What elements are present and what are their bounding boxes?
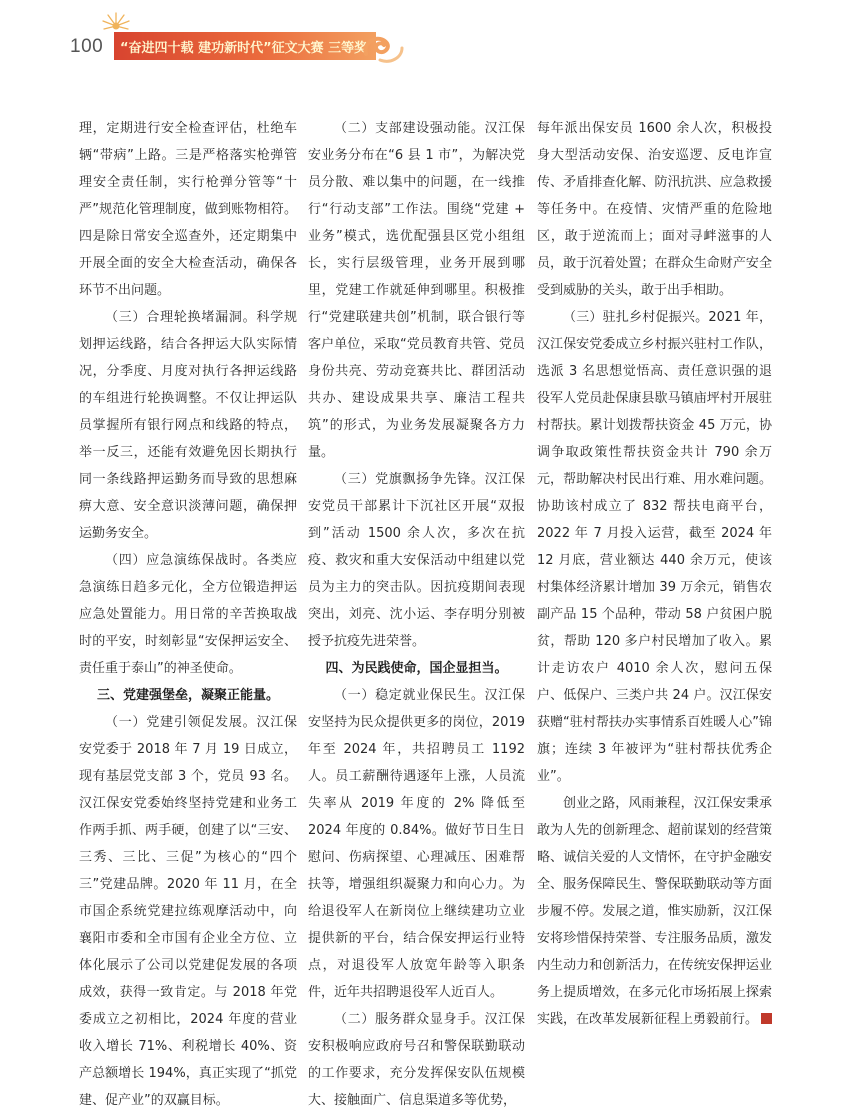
paragraph: 理，定期进行安全检查评估，杜绝车辆“带病”上路。三是严格落实枪弹管理安全责任制，实行枪弹分管等“十严”规范化管理制度，做到账物相符。四是除日常安全巡查外，还定期集中开展全面的安全大检查活动，确保各环节不出问题。 bbox=[79, 121, 297, 298]
text-column-right bbox=[537, 115, 772, 1033]
section-heading: 三、党建强堡垒，凝聚正能量。 bbox=[96, 688, 279, 703]
paragraph: （四）应急演练保战时。各类应急演练日趋多元化，全方位锻造押运应急处置能力。用日常的辛苦换取战时的平安，时刻彰显“安保押运安全、责任重于泰山”的神圣使命。 bbox=[79, 553, 297, 676]
paragraph: （三）党旗飘扬争先锋。汉江保安党员干部累计下沉社区开展“双报到”活动 1500 余人次，多次在抗疫、救灾和重大安保活动中组建以党员为主力的突击队。因抗疫期间表现突出，刘亮、沈小运、李存明分别被授予抗疫先进荣誉。 bbox=[308, 472, 525, 649]
cloud-swirl-icon bbox=[360, 30, 406, 70]
paragraph: 每年派出保安员 1600 余人次，积极投身大型活动安保、治安巡逻、反电诈宣传、矛盾排查化解、防汛抗洪、应急救援等任务中。在疫情、灾情严重的危险地区，敢于逆流而上；面对寻衅滋事的人员，敢于沉着处置；在群众生命财产安全受到威胁的关头，敢于出手相助。 bbox=[537, 121, 772, 298]
text-column-middle bbox=[308, 115, 525, 1114]
paragraph: （二）支部建设强动能。汉江保安业务分布在“6 县 1 市”，为解决党员分散、难以集中的问题，在一线推行“行动支部”工作法。围绕“党建 + 业务”模式，选优配强县区党小组组长，实行层级管理，业务开展到哪里，党建工作就延伸到哪里。积极推行“党建联建共创”机制，联合银行等客户单位，采取“党员教育共管、党员身份共亮、劳动竞赛共比、群团活动共办、建设成果共享、廉洁工程共筑”的形式，为业务发展凝聚各方力量。 bbox=[308, 121, 525, 460]
paragraph: （三）驻扎乡村促振兴。2021 年，汉江保安党委成立乡村振兴驻村工作队，选派 3 名思想觉悟高、责任意识强的退役军人党员赴保康县歇马镇庙坪村开展驻村帮扶。累计划拨帮扶资金 45 万元，协调争取政策性帮扶资金共计 790 余万元，帮助解决村民出行难、用水难问题。协助该村成立了 832 帮扶电商平台，2022 年 7 月投入运营，截至 2024 年 12 月底，营业额达 440 余万元，使该村集体经济累计增加 39 万余元，销售农副产品 15 个品种，带动 58 户贫困户脱贫，帮助 120 多户村民增加了收入。累计走访农户 4010 余人次，慰问五保户、低保户、三类户共 24 户。汉江保安获赠“驻村帮扶办实事情系百姓暖人心”锦旗；连续 3 年被评为“驻村帮扶优秀企业”。 bbox=[537, 310, 772, 784]
paragraph: （三）合理轮换堵漏洞。科学规划押运线路，结合各押运大队实际情况，分季度、月度对执行各押运线路的车组进行轮换调整。不仅让押运队员掌握所有银行网点和线路的特点，举一反三，还能有效避免因长期执行同一条线路押运勤务而导致的思想麻痹大意、安全意识淡薄问题，确保押运勤务安全。 bbox=[79, 310, 297, 541]
closing-paragraph-text: 创业之路，风雨兼程，汉江保安秉承敢为人先的创新理念、超前谋划的经营策略、诚信关爱的人文情怀，在守护金融安全、服务保障民生、警保联勤联动等方面步履不停。发展之道，惟实励新，汉江保安将珍惜保持荣誉、专注服务品质，激发内生动力和创新活力，在传统安保押运业务上提质增效，在多元化市场拓展上探索实践，在改革发展新征程上勇毅前行。 bbox=[537, 796, 772, 1027]
section-heading: 四、为民践使命，国企显担当。 bbox=[325, 661, 508, 676]
paragraph: （二）服务群众显身手。汉江保安积极响应政府号召和警保联勤联动的工作要求，充分发挥保安队伍规模大、接触面广、信息渠道多等优势， bbox=[308, 1012, 525, 1108]
paragraph: （一）稳定就业保民生。汉江保安坚持为民众提供更多的岗位，2019 年至 2024 年，共招聘员工 1192 人。员工薪酬待遇逐年上涨，人员流失率从 2019 年度的 2% 降低至 2024 年度的 0.84%。做好节日生日慰问、伤病探望、心理减压、困难帮扶等，增强组织凝聚力和向心力。为给退役军人在新岗位上继续建功立业提供新的平台，结合保安押运行业特点，对退役军人放宽年龄等入职条件，近年共招聘退役军人近百人。 bbox=[308, 688, 525, 1000]
text-column-left bbox=[79, 115, 297, 1114]
page-number: 100 bbox=[70, 36, 104, 57]
end-mark-icon bbox=[761, 1013, 772, 1024]
award-banner-title: “奋进四十载 建功新时代”征文大赛 三等奖 bbox=[120, 41, 368, 56]
page-header bbox=[0, 0, 845, 80]
paragraph: （一）党建引领促发展。汉江保安党委于 2018 年 7 月 19 日成立，现有基层党支部 3 个，党员 93 名。汉江保安党委始终坚持党建和业务工作两手抓、两手硬，创建了以“三安、三秀、三比、三促”为核心的“四个三”党建品牌。2020 年 11 月，在全市国企系统党建拉练观摩活动中，向襄阳市委和全市国有企业全方位、立体化展示了公司以党建促发展的各项成效，获得一致肯定。与 2018 年党委成立之初相比，2024 年度的营业收入增长 71%、利税增长 40%、资产总额增长 194%，真正实现了“抓党建、促产业”的双赢目标。 bbox=[79, 715, 297, 1108]
paragraph bbox=[537, 790, 772, 1033]
